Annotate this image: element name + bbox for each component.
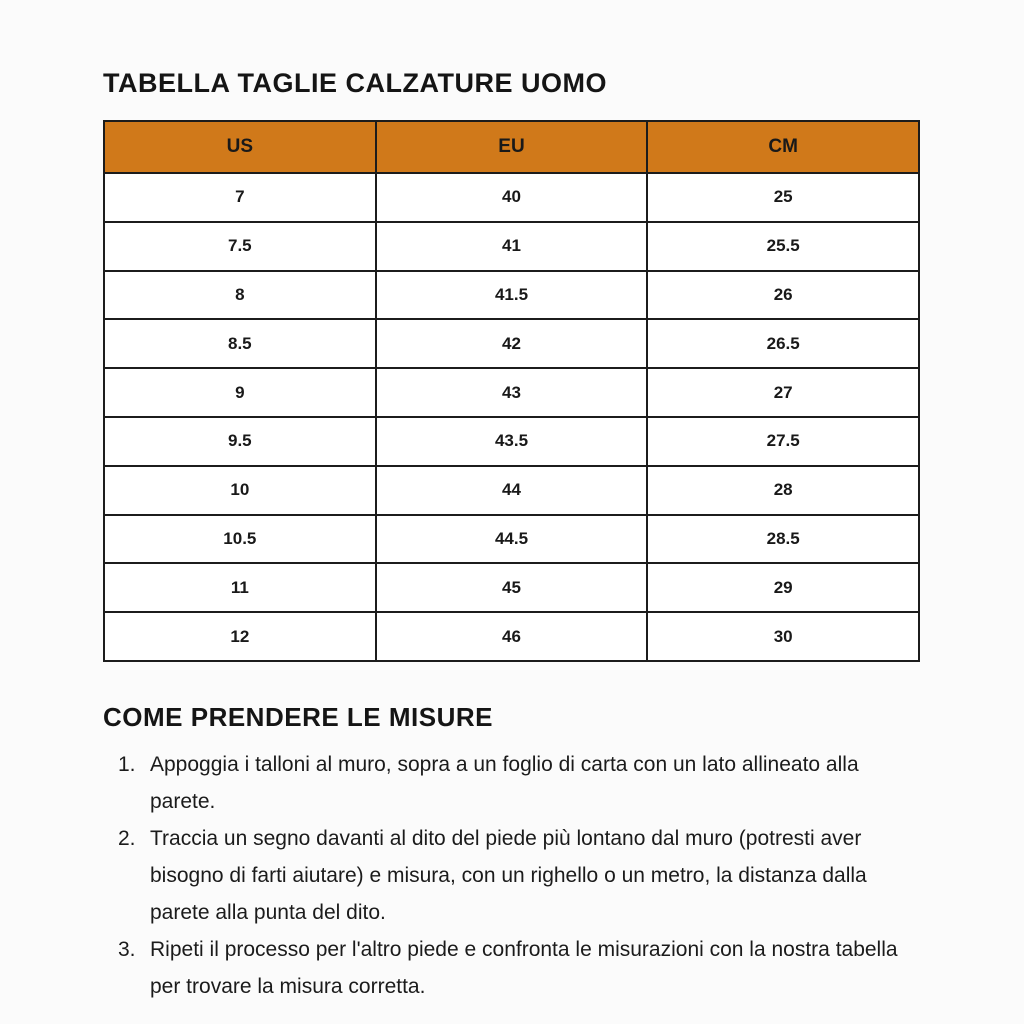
cell-us: 8.5 [104, 319, 376, 368]
cell-cm: 29 [647, 563, 919, 612]
size-table [103, 120, 920, 662]
cell-eu: 43.5 [376, 417, 648, 466]
instructions-title: COME PRENDERE LE MISURE [103, 701, 493, 732]
cell-cm: 27.5 [647, 417, 919, 466]
table-row [104, 563, 919, 612]
step-text: Appoggia i talloni al muro, sopra a un foglio di carta con un lato allineato alla parete. [150, 752, 859, 813]
cell-eu: 46 [376, 612, 648, 661]
cell-eu: 40 [376, 173, 648, 222]
cell-cm: 28.5 [647, 515, 919, 564]
list-item [118, 746, 908, 820]
cell-us: 10.5 [104, 515, 376, 564]
step-number: 2. [118, 826, 136, 850]
cell-us: 8 [104, 271, 376, 320]
cell-us: 7.5 [104, 222, 376, 271]
column-header-eu: EU [376, 121, 648, 173]
cell-cm: 26 [647, 271, 919, 320]
cell-us: 9.5 [104, 417, 376, 466]
cell-cm: 28 [647, 466, 919, 515]
cell-cm: 30 [647, 612, 919, 661]
cell-us: 9 [104, 368, 376, 417]
list-item [118, 931, 908, 1005]
table-row [104, 173, 919, 222]
column-header-us: US [104, 121, 376, 173]
table-row [104, 271, 919, 320]
cell-cm: 25 [647, 173, 919, 222]
instructions-list [118, 746, 908, 1005]
cell-eu: 41 [376, 222, 648, 271]
list-item [118, 820, 908, 931]
step-number: 1. [118, 752, 136, 776]
table-row [104, 515, 919, 564]
header-row [104, 121, 919, 173]
cell-cm: 26.5 [647, 319, 919, 368]
cell-eu: 42 [376, 319, 648, 368]
table-row [104, 612, 919, 661]
step-text: Ripeti il processo per l'altro piede e confronta le misurazioni con la nostra tabella per trovare la misura corretta. [150, 937, 898, 998]
cell-cm: 27 [647, 368, 919, 417]
table-row [104, 368, 919, 417]
cell-us: 10 [104, 466, 376, 515]
cell-eu: 44 [376, 466, 648, 515]
step-text: Traccia un segno davanti al dito del piede più lontano dal muro (potresti aver bisogno di farti aiutare) e misura, con un righello o un metro, la distanza dalla parete alla punta del dito. [150, 826, 867, 924]
cell-eu: 41.5 [376, 271, 648, 320]
cell-us: 7 [104, 173, 376, 222]
table-row [104, 319, 919, 368]
table-row [104, 466, 919, 515]
size-chart-title: TABELLA TAGLIE CALZATURE UOMO [103, 68, 607, 98]
column-header-cm: CM [647, 121, 919, 173]
step-number: 3. [118, 937, 136, 961]
table-row [104, 222, 919, 271]
cell-us: 11 [104, 563, 376, 612]
cell-eu: 45 [376, 563, 648, 612]
size-table-body [104, 173, 919, 661]
cell-eu: 44.5 [376, 515, 648, 564]
cell-cm: 25.5 [647, 222, 919, 271]
cell-us: 12 [104, 612, 376, 661]
size-table-header [104, 121, 919, 173]
table-row [104, 417, 919, 466]
cell-eu: 43 [376, 368, 648, 417]
